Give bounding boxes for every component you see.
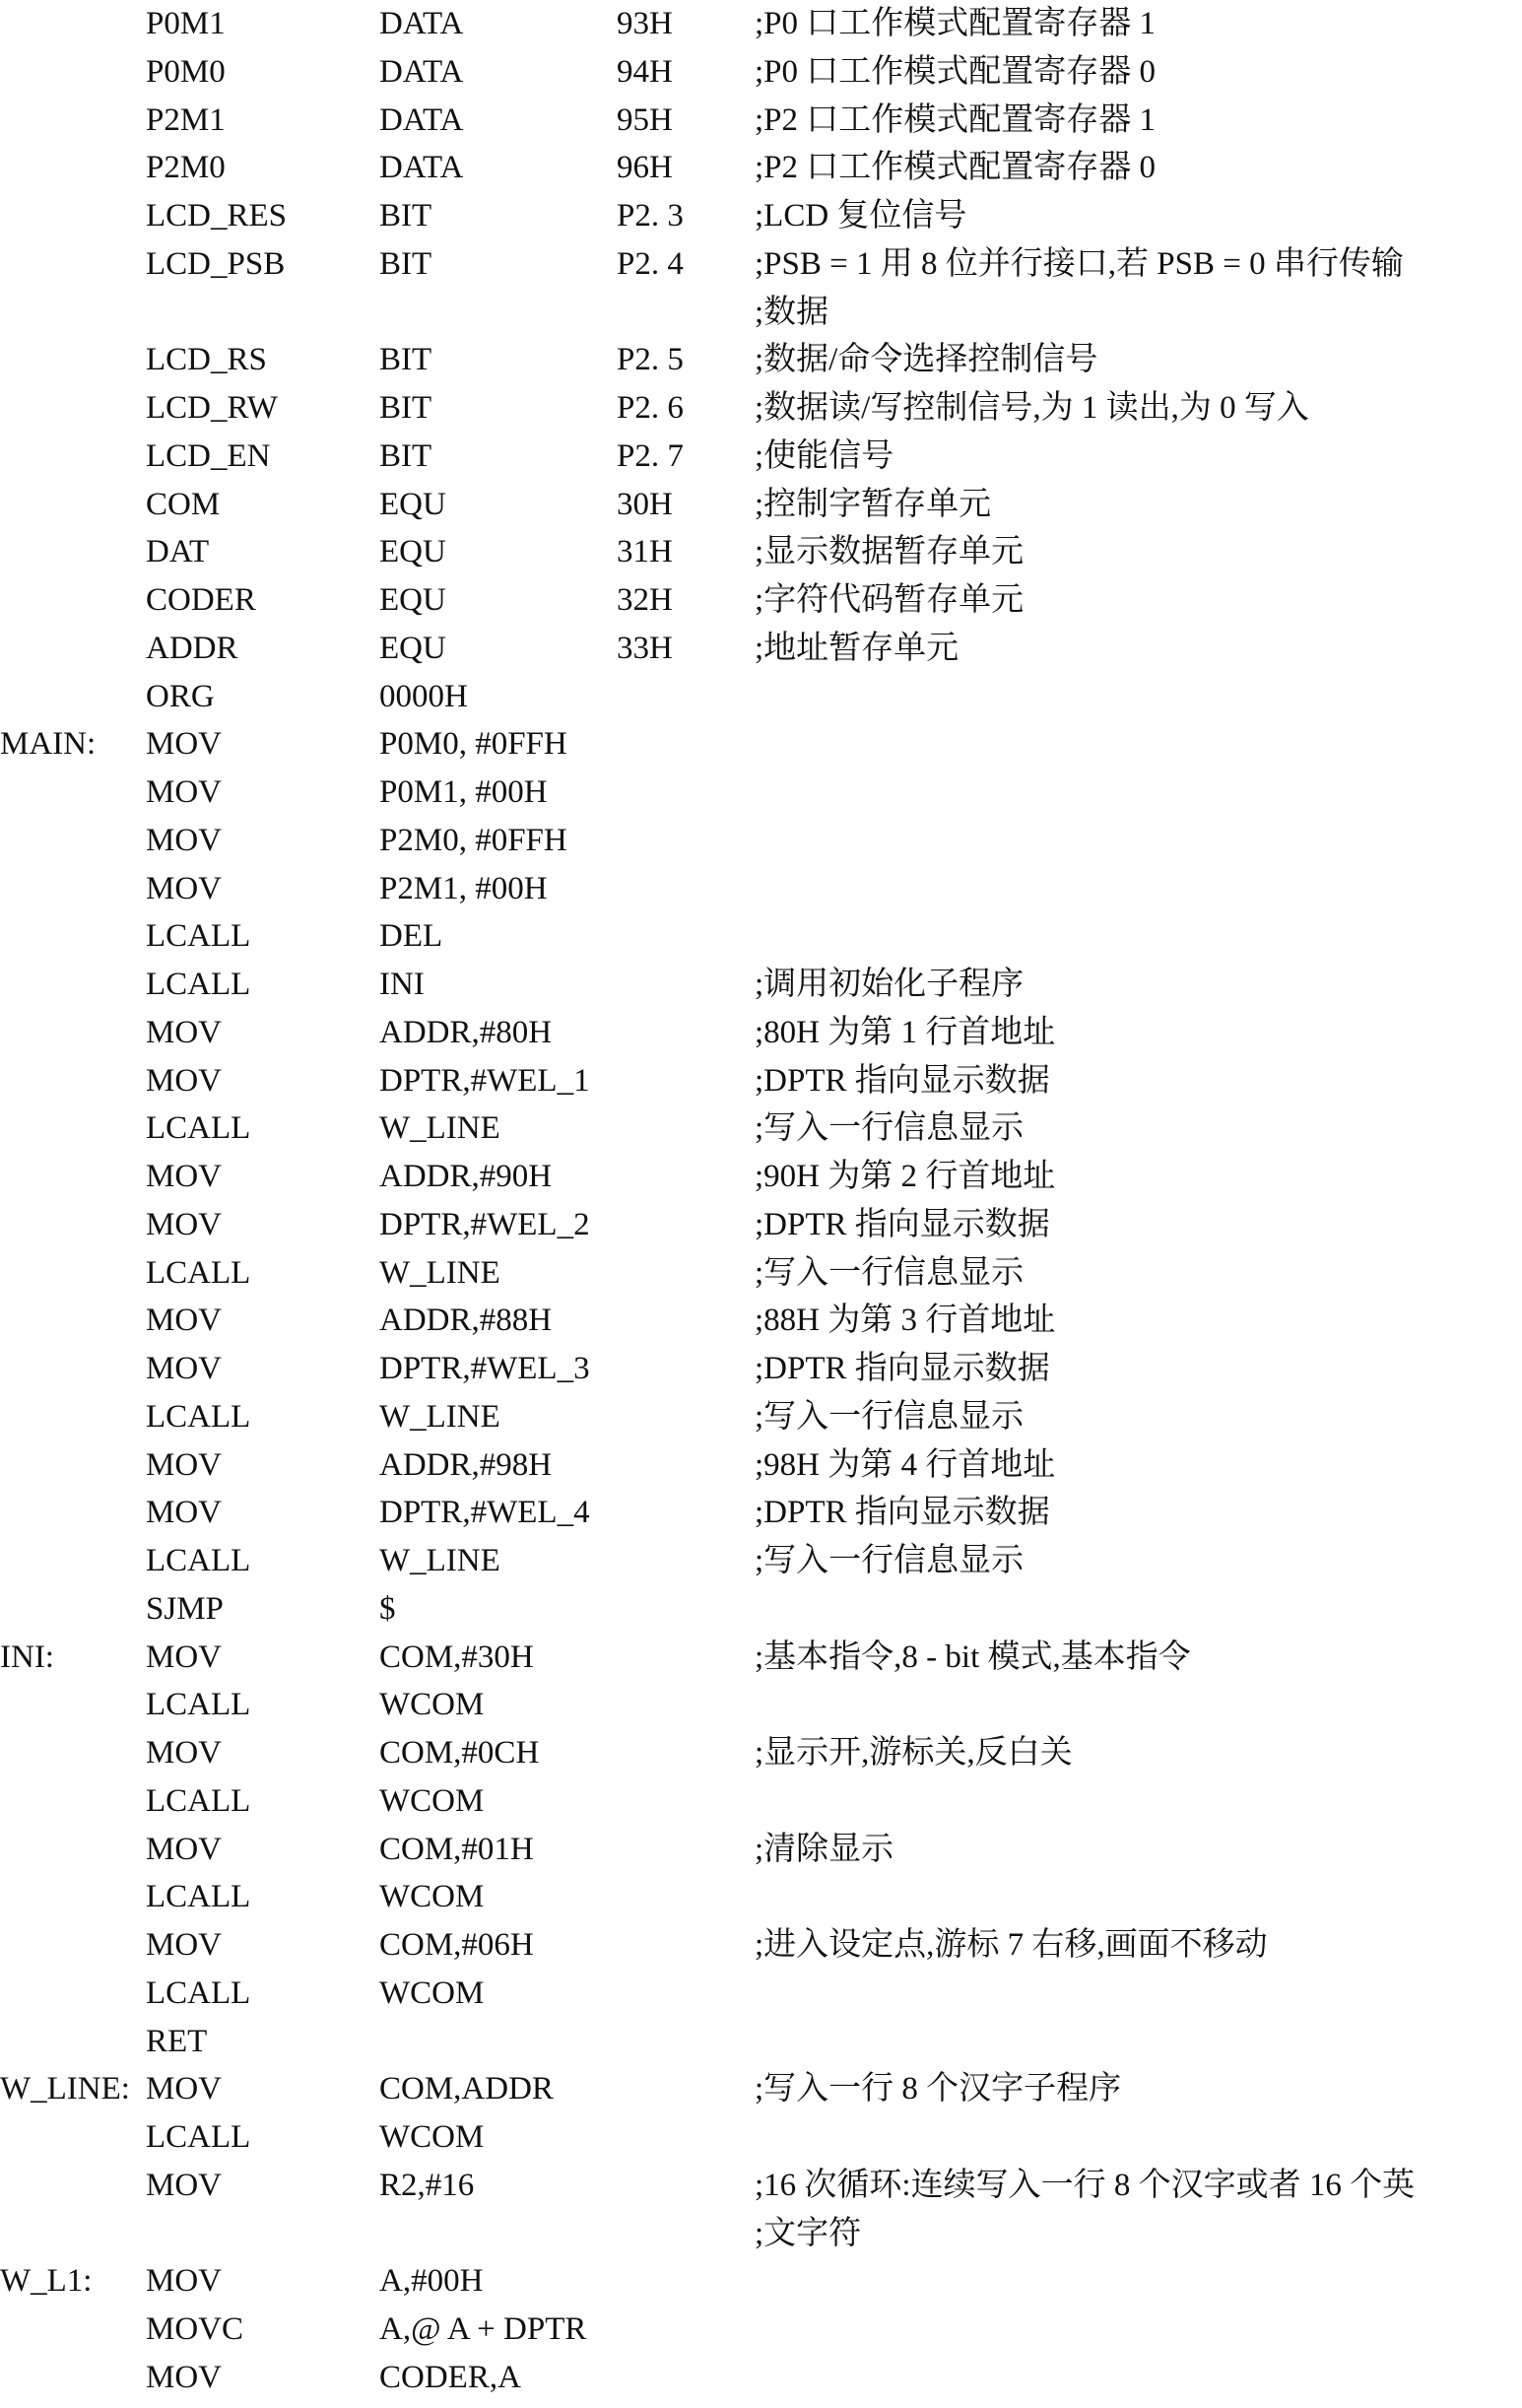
line-address: P2. 4	[617, 245, 684, 282]
line-operand: ADDR,#88H	[379, 1303, 553, 1339]
line-address: 95H	[617, 101, 673, 138]
line-instruction: MOV	[146, 1014, 223, 1050]
line-comment: ;PSB = 1 用 8 位并行接口,若 PSB = 0 串行传输 ;数据	[755, 245, 1404, 330]
line-instruction: LCALL	[146, 1543, 251, 1578]
line-operand: DATA	[379, 53, 464, 90]
code-line	[0, 2360, 1522, 2408]
line-instruction: COM	[146, 486, 221, 522]
line-instruction: CODER	[146, 582, 256, 618]
line-operand: WCOM	[379, 1687, 485, 1723]
line-operand: COM,#01H	[379, 1831, 534, 1867]
line-address: 94H	[617, 53, 673, 90]
line-comment: ;P0 口工作模式配置寄存器 0	[755, 53, 1157, 90]
line-instruction: LCALL	[146, 1687, 251, 1723]
line-operand: 0000H	[379, 678, 468, 714]
line-comment: ;P2 口工作模式配置寄存器 1	[755, 101, 1157, 138]
code-line	[0, 1255, 1522, 1304]
line-address: 93H	[617, 6, 673, 41]
line-operand: WCOM	[379, 1782, 485, 1819]
line-instruction: LCD_EN	[146, 437, 271, 474]
code-line	[0, 487, 1522, 535]
line-comment: ;数据读/写控制信号,为 1 读出,为 0 写入	[755, 390, 1309, 426]
line-operand: EQU	[379, 582, 446, 618]
line-operand: WCOM	[379, 1974, 485, 2011]
line-comment: ;写入一行信息显示	[755, 1398, 1025, 1435]
line-instruction: MOV	[146, 2167, 223, 2203]
code-line	[0, 198, 1522, 246]
code-line	[0, 1351, 1522, 1399]
code-line	[0, 1063, 1522, 1111]
line-operand: DATA	[379, 6, 464, 41]
line-operand: BIT	[379, 342, 432, 378]
line-instruction: MOV	[146, 726, 223, 763]
line-address: P2. 5	[617, 342, 684, 378]
line-comment: ;字符代码暂存单元	[755, 582, 1025, 618]
line-operand: EQU	[379, 630, 446, 666]
code-line	[0, 1399, 1522, 1447]
line-comment: ;DPTR 指向显示数据	[755, 1206, 1050, 1242]
line-comment: ;基本指令,8 - bit 模式,基本指令	[755, 1639, 1191, 1675]
line-instruction: MOV	[146, 1639, 223, 1675]
line-operand: COM,ADDR	[379, 2071, 554, 2107]
code-line	[0, 1495, 1522, 1543]
line-comment: ;90H 为第 2 行首地址	[755, 1159, 1056, 1194]
line-operand: BIT	[379, 198, 432, 234]
line-address: 96H	[617, 150, 673, 186]
line-comment: ;进入设定点,游标 7 右移,画面不移动	[755, 1927, 1268, 1963]
code-line	[0, 1879, 1522, 1927]
line-comment: ;控制字暂存单元	[755, 486, 992, 522]
code-line	[0, 2119, 1522, 2168]
line-instruction: LCD_RS	[146, 342, 267, 378]
line-instruction: P0M1	[146, 6, 226, 41]
line-operand: WCOM	[379, 1879, 485, 1915]
line-comment: ;地址暂存单元	[755, 630, 960, 666]
line-instruction: MOV	[146, 1831, 223, 1867]
line-instruction: LCALL	[146, 1110, 251, 1147]
line-operand: COM,#30H	[379, 1639, 534, 1675]
line-operand: ADDR,#90H	[379, 1159, 553, 1194]
code-line	[0, 342, 1522, 390]
code-line	[0, 390, 1522, 438]
line-address: P2. 7	[617, 437, 684, 474]
line-instruction: LCALL	[146, 2119, 251, 2155]
line-operand: P2M1, #00H	[379, 870, 548, 906]
code-line	[0, 1591, 1522, 1639]
line-address: P2. 3	[617, 198, 684, 234]
line-instruction: MOV	[146, 1206, 223, 1242]
line-instruction: MOV	[146, 1735, 223, 1771]
line-instruction: SJMP	[146, 1590, 224, 1627]
line-address: P2. 6	[617, 390, 684, 426]
code-line	[0, 1447, 1522, 1496]
code-line	[0, 2071, 1522, 2119]
line-operand: CODER,A	[379, 2359, 521, 2395]
code-line	[0, 774, 1522, 823]
line-label: MAIN:	[0, 726, 97, 763]
line-operand: P2M0, #0FFH	[379, 822, 567, 858]
line-instruction: MOVC	[146, 2311, 244, 2347]
code-line	[0, 871, 1522, 919]
line-instruction: MOV	[146, 2071, 223, 2107]
line-instruction: MOV	[146, 2263, 223, 2300]
line-operand: A,@ A + DPTR	[379, 2311, 587, 2347]
line-operand: DPTR,#WEL_4	[379, 1495, 590, 1531]
line-instruction: LCALL	[146, 967, 251, 1002]
line-instruction: MOV	[146, 1062, 223, 1099]
line-instruction: MOV	[146, 870, 223, 906]
line-instruction: LCALL	[146, 1782, 251, 1819]
line-address: 31H	[617, 534, 673, 570]
line-operand: DEL	[379, 918, 443, 955]
line-comment: ;调用初始化子程序	[755, 967, 1025, 1002]
code-line	[0, 1735, 1522, 1783]
line-instruction: P2M1	[146, 101, 226, 138]
line-operand: W_LINE	[379, 1110, 500, 1147]
line-comment: ;写入一行信息显示	[755, 1254, 1025, 1291]
line-instruction: MOV	[146, 822, 223, 858]
line-label: W_L1:	[0, 2263, 93, 2300]
code-line	[0, 6, 1522, 54]
line-operand: COM,#06H	[379, 1927, 534, 1963]
line-operand: BIT	[379, 390, 432, 426]
line-label: W_LINE:	[0, 2071, 130, 2107]
code-line	[0, 2168, 1522, 2264]
code-line	[0, 823, 1522, 871]
code-line	[0, 1303, 1522, 1351]
code-line	[0, 1639, 1522, 1688]
line-comment: ;显示数据暂存单元	[755, 534, 1025, 570]
line-comment: ;清除显示	[755, 1831, 894, 1867]
code-line	[0, 102, 1522, 151]
line-comment: ;DPTR 指向显示数据	[755, 1495, 1050, 1531]
line-comment: ;LCD 复位信号	[755, 198, 967, 234]
line-operand: BIT	[379, 245, 432, 282]
code-line	[0, 2311, 1522, 2360]
code-line	[0, 726, 1522, 774]
line-instruction: P0M0	[146, 53, 226, 90]
code-line	[0, 2263, 1522, 2311]
line-instruction: LCALL	[146, 1879, 251, 1915]
code-line	[0, 918, 1522, 967]
line-instruction: MOV	[146, 1303, 223, 1339]
line-comment: ;P0 口工作模式配置寄存器 1	[755, 6, 1157, 41]
line-operand: EQU	[379, 534, 446, 570]
line-operand: W_LINE	[379, 1398, 500, 1435]
line-instruction: LCD_PSB	[146, 245, 286, 282]
code-line	[0, 1783, 1522, 1832]
line-operand: DPTR,#WEL_3	[379, 1351, 590, 1386]
code-line	[0, 967, 1522, 1015]
code-line	[0, 1159, 1522, 1207]
line-comment: ;写入一行 8 个汉字子程序	[755, 2071, 1122, 2107]
line-comment: ;显示开,游标关,反白关	[755, 1735, 1073, 1771]
code-line	[0, 631, 1522, 679]
code-line	[0, 150, 1522, 198]
line-address: 30H	[617, 486, 673, 522]
line-operand: P0M1, #00H	[379, 774, 548, 810]
code-line	[0, 2024, 1522, 2072]
code-line	[0, 1207, 1522, 1255]
line-instruction: MOV	[146, 1159, 223, 1194]
code-line	[0, 534, 1522, 582]
line-comment: ;写入一行信息显示	[755, 1110, 1025, 1147]
line-instruction: MOV	[146, 2359, 223, 2395]
line-instruction: ORG	[146, 678, 215, 714]
code-line	[0, 1832, 1522, 1880]
code-line	[0, 1110, 1522, 1159]
line-operand: R2,#16	[379, 2167, 475, 2203]
line-operand: INI	[379, 967, 425, 1002]
line-instruction: ADDR	[146, 630, 238, 666]
line-comment: ;16 次循环:连续写入一行 8 个汉字或者 16 个英 ;文字符	[755, 2167, 1416, 2251]
line-instruction: LCALL	[146, 918, 251, 955]
line-operand: DPTR,#WEL_1	[379, 1062, 590, 1099]
line-comment: ;写入一行信息显示	[755, 1543, 1025, 1578]
code-line	[0, 1975, 1522, 2024]
line-comment: ;数据/命令选择控制信号	[755, 342, 1098, 378]
code-line	[0, 54, 1522, 102]
line-comment: ;98H 为第 4 行首地址	[755, 1446, 1056, 1483]
line-instruction: MOV	[146, 1351, 223, 1386]
line-instruction: MOV	[146, 774, 223, 810]
line-operand: DPTR,#WEL_2	[379, 1206, 590, 1242]
line-operand: $	[379, 1590, 396, 1627]
line-instruction: DAT	[146, 534, 210, 570]
code-line	[0, 582, 1522, 631]
line-operand: DATA	[379, 101, 464, 138]
line-operand: ADDR,#98H	[379, 1446, 553, 1483]
line-instruction: MOV	[146, 1927, 223, 1963]
line-instruction: LCALL	[146, 1254, 251, 1291]
line-address: 32H	[617, 582, 673, 618]
line-operand: ADDR,#80H	[379, 1014, 553, 1050]
code-line	[0, 1687, 1522, 1735]
line-instruction: MOV	[146, 1446, 223, 1483]
line-instruction: LCD_RW	[146, 390, 278, 426]
line-instruction: LCALL	[146, 1974, 251, 2011]
line-instruction: P2M0	[146, 150, 226, 186]
code-line	[0, 1015, 1522, 1063]
line-operand: W_LINE	[379, 1543, 500, 1578]
line-comment: ;88H 为第 3 行首地址	[755, 1303, 1056, 1339]
code-line	[0, 1543, 1522, 1591]
line-operand: DATA	[379, 150, 464, 186]
line-instruction: LCALL	[146, 1398, 251, 1435]
line-operand: EQU	[379, 486, 446, 522]
line-comment: ;DPTR 指向显示数据	[755, 1351, 1050, 1386]
assembly-listing	[0, 6, 1522, 2408]
code-line	[0, 438, 1522, 487]
code-line	[0, 679, 1522, 727]
line-instruction: RET	[146, 2023, 208, 2059]
line-operand: WCOM	[379, 2119, 485, 2155]
line-operand: W_LINE	[379, 1254, 500, 1291]
line-instruction: LCD_RES	[146, 198, 288, 234]
code-line	[0, 1927, 1522, 1975]
line-comment: ;使能信号	[755, 437, 894, 474]
line-comment: ;P2 口工作模式配置寄存器 0	[755, 150, 1157, 186]
line-operand: COM,#0CH	[379, 1735, 540, 1771]
line-instruction: MOV	[146, 1495, 223, 1531]
code-line	[0, 246, 1522, 343]
line-comment: ;80H 为第 1 行首地址	[755, 1014, 1056, 1050]
line-address: 33H	[617, 630, 673, 666]
line-operand: A,#00H	[379, 2263, 484, 2300]
line-operand: BIT	[379, 437, 432, 474]
line-label: INI:	[0, 1639, 54, 1675]
line-comment: ;DPTR 指向显示数据	[755, 1062, 1050, 1099]
line-operand: P0M0, #0FFH	[379, 726, 567, 763]
